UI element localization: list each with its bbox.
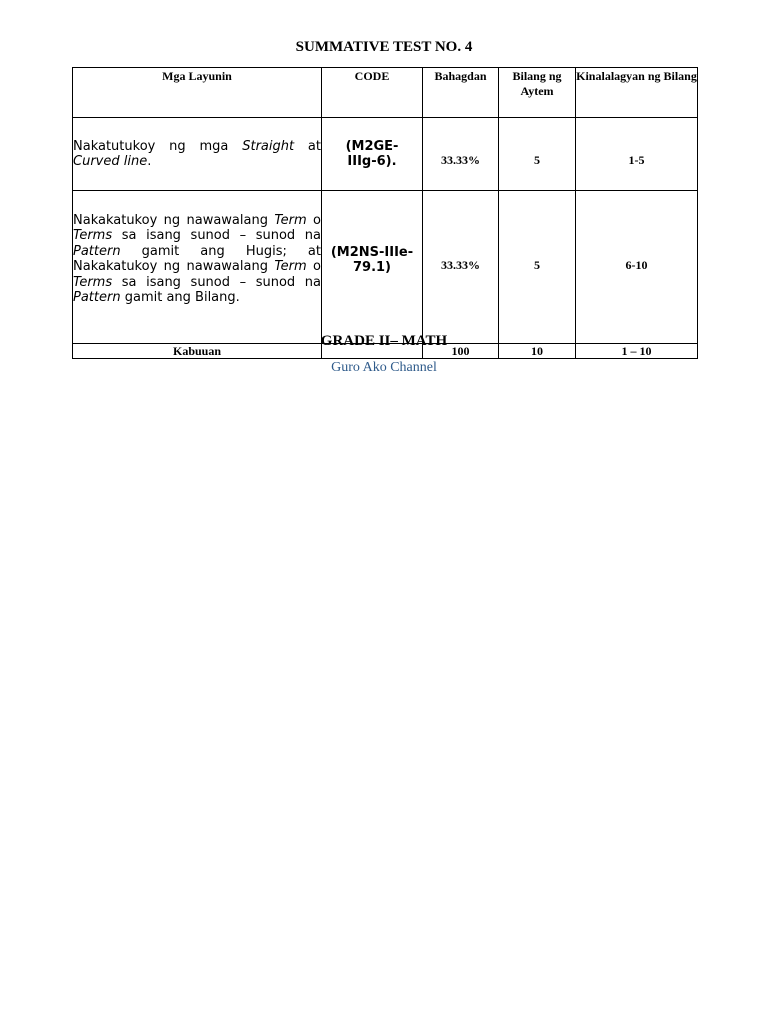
objective-term: Term — [274, 259, 307, 274]
percent-cell: 33.33% — [423, 191, 499, 344]
objective-text: Nakatutukoy ng mga — [73, 138, 243, 154]
objective-term: Pattern — [73, 243, 121, 259]
total-placement: 1 – 10 — [576, 344, 698, 359]
objective-term: Curved line — [73, 154, 148, 169]
placement-cell: 1-5 — [576, 118, 698, 191]
code-cell: (M2GE-IIIg-6). — [322, 118, 423, 191]
objective-term: Terms — [73, 228, 113, 243]
grade-subject-heading: GRADE II– MATH — [320, 333, 448, 349]
document-title: SUMMATIVE TEST NO. 4 — [295, 39, 473, 55]
header-code: CODE — [322, 68, 423, 118]
objective-text: at — [294, 138, 321, 154]
objective-text: sa isang sunod – sunod na — [112, 274, 321, 290]
objective-text: . — [147, 154, 152, 169]
total-percent: 100 — [423, 344, 499, 359]
header-percent: Bahagdan — [423, 68, 499, 118]
table-of-specifications — [72, 67, 698, 359]
table-row — [73, 118, 698, 191]
table-row — [73, 191, 698, 344]
header-placement: Kinalalagyan ng Bilang — [576, 68, 698, 118]
objective-term: Term — [274, 212, 307, 228]
objective-text: gamit ang Hugis; at Nakakatukoy ng nawawalang — [73, 243, 321, 274]
objective-text: gamit ang Bilang. — [120, 290, 240, 305]
total-items: 10 — [499, 344, 576, 359]
code-cell: (M2NS-IIIe-79.1) — [322, 191, 423, 344]
percent-cell: 33.33% — [423, 118, 499, 191]
objective-term: Pattern — [73, 290, 121, 305]
objective-cell — [73, 118, 322, 191]
objective-term: Terms — [73, 274, 113, 290]
header-objectives: Mga Layunin — [73, 68, 322, 118]
header-items: Bilang ng Aytem — [499, 68, 576, 118]
objective-text: Nakakatukoy ng nawawalang — [73, 212, 275, 228]
total-label: Kabuuan — [73, 344, 322, 359]
objective-text: o — [306, 259, 321, 274]
objective-cell — [73, 191, 322, 344]
objective-text: o — [306, 212, 321, 228]
items-cell: 5 — [499, 118, 576, 191]
objective-text: sa isang sunod – sunod na — [112, 228, 321, 243]
objective-term: Straight — [242, 138, 295, 154]
items-cell: 5 — [499, 191, 576, 344]
channel-name: Guro Ako Channel — [331, 360, 437, 375]
placement-cell: 6-10 — [576, 191, 698, 344]
table-header-row — [73, 68, 698, 118]
